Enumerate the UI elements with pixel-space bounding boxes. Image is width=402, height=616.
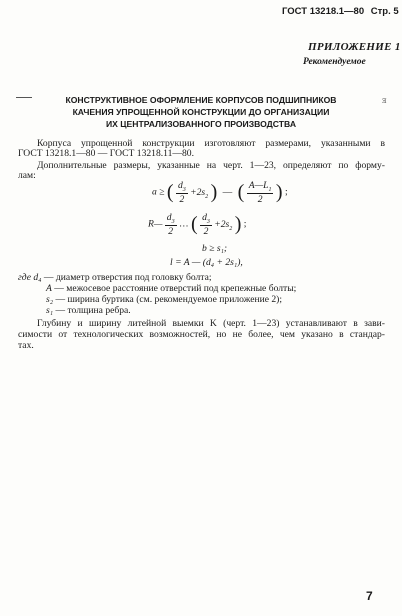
formula-1-paren-open: ( [166, 180, 174, 203]
legend-term: s₁ [46, 305, 54, 316]
legend-item-s2 [46, 294, 282, 305]
formula-1-end: ; [284, 186, 288, 198]
formula-1-lhs: a ≥ [152, 186, 165, 198]
appendix-title: ПРИЛОЖЕНИЕ 1 [308, 41, 401, 53]
legend-term: где d₄ [18, 272, 42, 283]
formula-1-fraction-AL: $\frac{A—L_1}{2}$ [248, 180, 272, 205]
formula-2-paren-open: ( [191, 212, 198, 235]
legend-term: A [46, 283, 52, 294]
formula-3: b ≥ s₁; [202, 243, 228, 254]
formula-2-plus-2s2: $+2s_2$ [214, 218, 233, 232]
legend-term: s₂ [46, 294, 54, 305]
standard-number [282, 6, 399, 17]
legend-desc: — толщина ребра. [55, 305, 131, 316]
formula-1-fraction-d3: $\frac{d_3}{2}$ [177, 180, 186, 205]
paragraph-3-line-3: тах. [18, 340, 34, 351]
scan-mark-right: ⱻ [382, 96, 387, 105]
formula-2 [148, 212, 246, 237]
paragraph-2-line-1: Дополнительные размеры, указанные на черт. 1—23, определяют по форму- [37, 160, 385, 171]
formula-2-paren-close: ) [234, 212, 242, 235]
paragraph-1-line-2: ГОСТ 13218.1—80 — ГОСТ 13218.11—80. [18, 148, 194, 159]
section-title-line-1: КОНСТРУКТИВНОЕ ОФОРМЛЕНИЕ КОРПУСОВ ПОДШИПНИКОВ [65, 95, 337, 105]
legend-desc: — диаметр отверстия под головку болта; [43, 272, 212, 283]
page-label: Стр. 5 [370, 6, 399, 17]
formula-2-end: ; [243, 218, 247, 230]
formula-2-lhs: R— [148, 218, 163, 230]
formula-4: l = A — (d₄ + 2s₁), [170, 257, 243, 268]
formula-2-fraction-d3-a: $\frac{d_3}{2}$ [166, 212, 175, 237]
section-title-line-3: ИХ ЦЕНТРАЛИЗОВАННОГО ПРОИЗВОДСТВА [105, 119, 297, 129]
paragraph-3-line-2: симости от технологических возможностей, но не более, чем указано в стандар- [18, 329, 385, 340]
formula-1-minus: — [222, 186, 233, 198]
paragraph-3-line-1: Глубину и ширину литейной выемки K (черт. 1—23) устанавливают в зави- [37, 318, 385, 329]
appendix-status: Рекомендуемое [303, 57, 366, 67]
formula-1 [152, 180, 288, 205]
paragraph-2-line-2: лам: [18, 170, 36, 181]
legend-desc: — ширина буртика (см. рекомендуемое приложение 2); [55, 294, 283, 305]
paragraph-1-line-1: Корпуса упрощенной конструкции изготовляют размерами, указанными в [37, 138, 385, 149]
formula-1-paren2-close: ) [275, 180, 283, 203]
standard-code: ГОСТ 13218.1—80 [282, 6, 365, 17]
legend-desc: — межосевое расстояние отверстий под крепежные болты; [54, 283, 297, 294]
formula-2-dots: … [179, 218, 189, 230]
legend-item-A [46, 283, 296, 294]
formula-1-plus-2s2: $+2s_2$ [190, 186, 209, 200]
section-title-line-2: КАЧЕНИЯ УПРОЩЕННОЙ КОНСТРУКЦИИ ДО ОРГАНИЗАЦИИ [72, 107, 330, 117]
formula-2-fraction-d3-b: $\frac{d_3}{2}$ [202, 212, 210, 237]
legend-item-s1 [46, 305, 131, 316]
legend-item-d4 [18, 272, 212, 283]
page-number: 7 [366, 589, 373, 603]
formula-1-paren2-open: ( [237, 180, 245, 203]
formula-1-paren-close: ) [210, 180, 218, 203]
